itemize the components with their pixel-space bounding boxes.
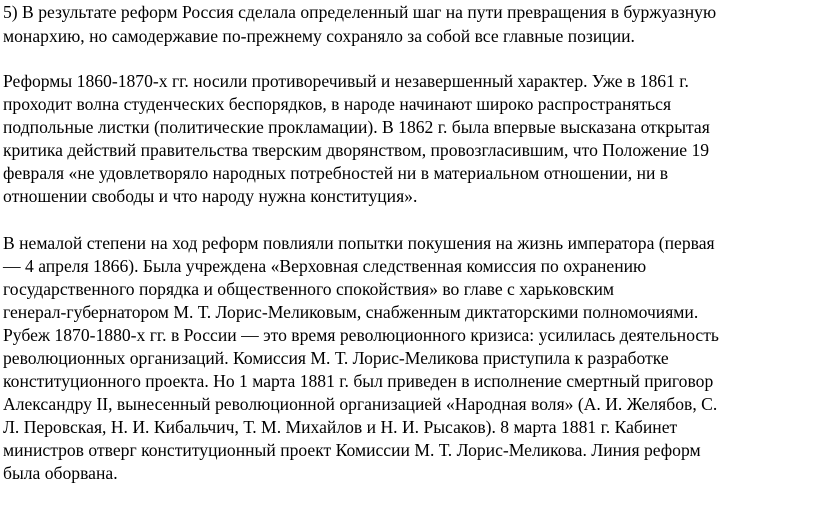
paragraph-2-line-1: Реформы 1860-1870-х гг. носили противоречивый и незавершенный характер. Уже в 1861 г. <box>3 71 689 91</box>
paragraph-1-line-2: монархию, но самодержавие по-прежнему сохраняло за собой все главные позиции. <box>3 26 635 46</box>
paragraph-3-line-3: государственного порядка и общественного спокойствия» во главе с харьковским <box>3 279 615 299</box>
paragraph-3-line-4: генерал-губернатором М. Т. Лорис-Меликовым, снабженным диктаторскими полномочиями. <box>3 302 699 322</box>
paragraph-3-line-10: министров отверг конституционный проект Комиссии М. Т. Лорис-Меликова. Линия реформ <box>3 440 701 460</box>
paragraph-2-line-4: критика действий правительства тверским дворянством, провозгласившим, что Положение 19 <box>3 140 710 160</box>
paragraph-2-line-3: подпольные листки (политические прокламации). В 1862 г. была впервые высказана открытая <box>3 117 710 137</box>
paragraph-3-line-6: революционных организаций. Комиссия М. Т. Лорис-Меликова приступила к разработке <box>3 348 669 368</box>
paragraph-2-line-5: февраля «не удовлетворяло народных потребностей ни в материальном отношении, ни в <box>3 163 669 183</box>
paragraph-3-line-9: Л. Перовская, Н. И. Кибальчич, Т. М. Михайлов и Н. И. Рысаков). 8 марта 1881 г. Кабинет <box>3 417 678 437</box>
paragraph-2-line-6: отношении свободы и что народу нужна конституция». <box>3 186 418 206</box>
paragraph-3-line-8: Александру II, вынесенный революционной организацией «Народная воля» (А. И. Желябов, С. <box>3 394 718 414</box>
paragraph-3-line-11: была оборвана. <box>3 463 118 483</box>
paragraph-1-line-1: 5) В результате реформ Россия сделала определенный шаг на пути превращения в буржуазную <box>3 2 717 22</box>
paragraph-2-line-2: проходит волна студенческих беспорядков, в народе начинают широко распространяться <box>3 94 672 114</box>
paragraph-3-line-7: конституционного проекта. Но 1 марта 1881 г. был приведен в исполнение смертный приговор <box>3 371 714 391</box>
paragraph-3-line-1: В немалой степени на ход реформ повлияли попытки покушения на жизнь императора (первая <box>3 233 715 253</box>
paragraph-3-line-2: — 4 апреля 1866). Была учреждена «Верховная следственная комиссия по охранению <box>3 256 647 276</box>
paragraph-3-line-5: Рубеж 1870-1880-х гг. в России — это время революционного кризиса: усилилась деятельность <box>3 325 719 345</box>
